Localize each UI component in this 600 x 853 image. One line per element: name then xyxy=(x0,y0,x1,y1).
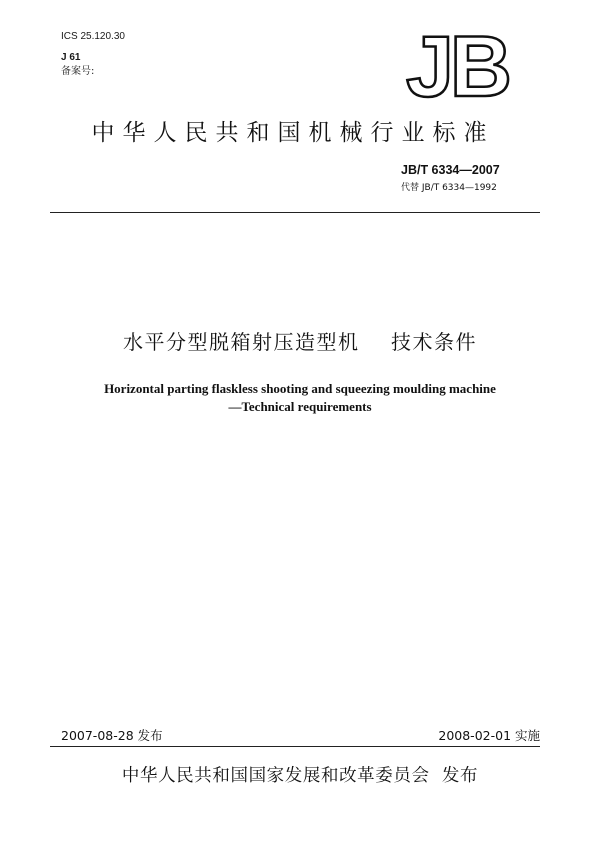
issuer-name: 中华人民共和国国家发展和改革委员会 xyxy=(121,766,430,786)
standard-number: JB/T 6334—2007 xyxy=(401,163,500,177)
jb-logo-text: JB xyxy=(406,22,508,104)
ccs-code: J 61 xyxy=(61,52,81,63)
ics-code: ICS 25.120.30 xyxy=(61,31,125,42)
replaces-standard: 代替 JB/T 6334—1992 xyxy=(401,183,497,193)
issue-date: 2007-08-28 发布 xyxy=(61,728,163,743)
jb-logo xyxy=(398,22,516,104)
issuer xyxy=(0,762,600,787)
org-title: 中华人民共和国机械行业标准 xyxy=(91,120,495,146)
filing-number-label: 备案号: xyxy=(61,66,95,77)
title-english-line1: Horizontal parting flaskless shooting and squeezing moulding machine xyxy=(104,381,496,396)
issuer-action: 发布 xyxy=(441,766,479,786)
title-english-line2: —Technical requirements xyxy=(228,399,372,414)
title-chinese: 水平分型脱箱射压造型机 技术条件 xyxy=(123,330,477,354)
issuer-spacer xyxy=(430,766,442,786)
implementation-date: 2008-02-01 实施 xyxy=(438,728,540,743)
top-divider xyxy=(50,212,540,213)
bottom-divider xyxy=(50,746,540,747)
